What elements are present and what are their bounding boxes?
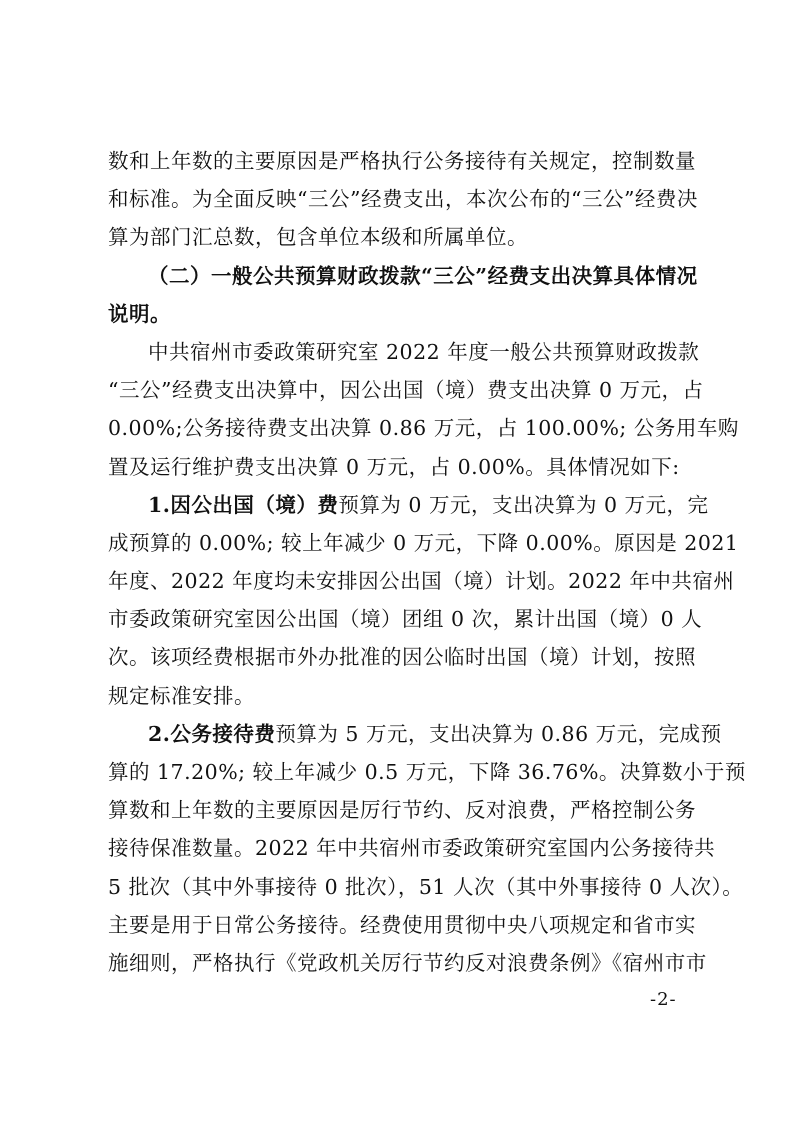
section-heading-continuation: 说明。 [108, 301, 171, 326]
paragraph-line: 数和上年数的主要原因是严格执行公务接待有关规定，控制数量 [108, 149, 696, 173]
item2-first-line-text: 预算为 5 万元，支出决算为 0.86 万元，完成预 [275, 721, 722, 746]
summary-line: “三公”经费支出决算中，因公出国（境）费支出决算 0 万元，占 [108, 378, 704, 403]
item1-line: 年度、2022 年度均未安排因公出国（境）计划。2022 年中共宿州 [108, 569, 735, 594]
document-body [108, 142, 746, 982]
item2-line: 5 批次（其中外事接待 0 批次），51 人次（其中外事接待 0 人次）。 [108, 874, 744, 899]
section-heading: （二）一般公共预算财政拨款“三公”经费支出决算具体情况 [148, 263, 698, 288]
summary-line: 置及运行维护费支出决算 0 万元，占 0.00%。具体情况如下: [108, 454, 680, 479]
item1-line: 市委政策研究室因公出国（境）团组 0 次，累计出国（境）0 人 [108, 607, 703, 632]
item2-line: 算数和上年数的主要原因是厉行节约、反对浪费，严格控制公务 [108, 798, 696, 823]
item1-line: 规定标准安排。 [108, 683, 255, 708]
item2-line: 接待保准数量。2022 年中共宿州市委政策研究室国内公务接待共 [108, 836, 716, 861]
item2-line: 算的 17.20%; 较上年减少 0.5 万元，下降 36.76%。决算数小于预 [108, 760, 746, 784]
paragraph-line: 和标准。为全面反映“三公”经费支出，本次公布的“三公”经费决 [108, 187, 698, 212]
item2-title: 2.公务接待费 [148, 721, 276, 746]
item1-title: 1.因公出国（境）费 [148, 492, 339, 517]
page-number: -2- [650, 989, 677, 1010]
summary-line: 中共宿州市委政策研究室 2022 年度一般公共预算财政拨款 [148, 339, 700, 364]
item1-line: 次。该项经费根据市外办批准的因公临时出国（境）计划，按照 [108, 645, 696, 670]
item1-line: 成预算的 0.00%; 较上年减少 0 万元，下降 0.00%。原因是 2021 [108, 530, 739, 555]
item2-line: 施细则，严格执行《党政机关厉行节约反对浪费条例》《宿州市市 [108, 950, 707, 975]
item2-line: 主要是用于日常公务接待。经费使用贯彻中央八项规定和省市实 [108, 912, 696, 937]
paragraph-line: 算为部门汇总数，包含单位本级和所属单位。 [108, 225, 528, 250]
item1-first-line-text: 预算为 0 万元，支出决算为 0 万元，完 [338, 492, 709, 517]
summary-line: 0.00%;公务接待费支出决算 0.86 万元，占 100.00%; 公务用车购 [108, 416, 739, 441]
item1-first-line [108, 486, 709, 524]
item2-first-line [108, 715, 722, 753]
